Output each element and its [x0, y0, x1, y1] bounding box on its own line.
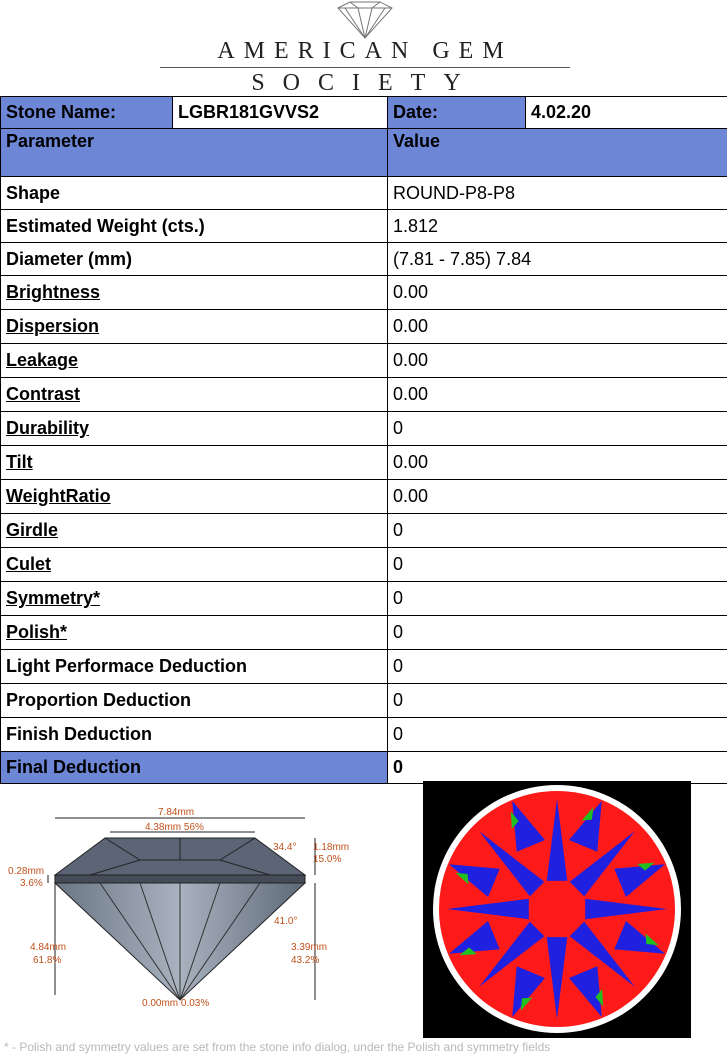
parameter-value: 0.00 [388, 276, 727, 310]
parameter-row [1, 310, 727, 344]
column-header-row [1, 129, 727, 177]
parameter-row [1, 243, 727, 276]
crown-height-pct-label: 15.0% [313, 854, 342, 865]
aset-image [423, 781, 691, 1038]
ags-logo [160, 0, 570, 96]
parameter-label-text: Brightness [6, 282, 101, 302]
table-label: 4.38mm 56% [145, 822, 204, 833]
parameter-label-text: Contrast [6, 384, 81, 404]
parameter-label [1, 514, 388, 548]
parameter-label-text: Leakage [6, 350, 79, 370]
stone-info-row [1, 97, 727, 129]
crown-height-mm-label: 1.18mm [313, 842, 350, 853]
parameter-label [1, 177, 388, 210]
parameter-label [1, 412, 388, 446]
parameter-row [1, 446, 727, 480]
parameter-label [1, 210, 388, 243]
final-deduction-label: Final Deduction [1, 752, 388, 784]
proportion-diagram [0, 800, 400, 1030]
parameter-value: 0 [388, 514, 727, 548]
parameter-value: 0 [388, 718, 727, 752]
parameter-row [1, 684, 727, 718]
parameter-value: 0 [388, 650, 727, 684]
parameter-value: 0 [388, 412, 727, 446]
girdle-mm-label: 0.28mm [8, 866, 45, 877]
parameter-label-text: Estimated Weight (cts.) [6, 215, 205, 236]
parameter-value: (7.81 - 7.85) 7.84 [388, 243, 727, 276]
parameter-row [1, 177, 727, 210]
parameter-value: 0.00 [388, 344, 727, 378]
footnote: * - Polish and symmetry values are set from the stone info dialog, under the Polish and symmetry fields [4, 1040, 551, 1054]
girdle-pct-label: 3.6% [20, 878, 43, 889]
parameter-row [1, 210, 727, 243]
logo-text-american-gem: AMERICAN GEM [217, 38, 513, 64]
parameter-row [1, 378, 727, 412]
aset-diamond-map [423, 781, 691, 1038]
final-deduction-row [1, 752, 727, 784]
parameter-value: ROUND-P8-P8 [388, 177, 727, 210]
value-column-header: Value [388, 129, 727, 177]
total-depth-mm-label: 4.84mm [30, 942, 67, 953]
parameter-label-text: Diameter (mm) [6, 248, 133, 269]
parameter-row [1, 276, 727, 310]
parameter-row [1, 616, 727, 650]
parameter-value: 0.00 [388, 446, 727, 480]
parameter-row [1, 480, 727, 514]
parameter-label [1, 718, 388, 752]
logo-text-society: SOCIETY [251, 70, 479, 96]
parameter-value: 0.00 [388, 378, 727, 412]
crown-angle-label: 34.4° [273, 842, 297, 853]
parameter-value: 0.00 [388, 310, 727, 344]
parameter-label-text: Girdle [6, 520, 59, 540]
parameter-row [1, 514, 727, 548]
parameter-value: 0.00 [388, 480, 727, 514]
parameter-label [1, 378, 388, 412]
parameter-label [1, 684, 388, 718]
parameter-row [1, 548, 727, 582]
parameter-label [1, 243, 388, 276]
date-value: 4.02.20 [526, 97, 727, 129]
parameter-label [1, 446, 388, 480]
final-deduction-value: 0 [388, 752, 727, 784]
parameter-row [1, 650, 727, 684]
parameter-label [1, 344, 388, 378]
parameter-label-text: Finish Deduction [6, 724, 152, 744]
parameter-label-text: Symmetry* [6, 588, 101, 608]
parameter-label-text: Polish* [6, 622, 68, 642]
culet-label: 0.00mm 0.03% [142, 998, 210, 1009]
parameter-value: 0 [388, 582, 727, 616]
report-table [0, 96, 727, 784]
stone-name-value: LGBR181GVVS2 [173, 97, 388, 129]
parameter-label-text: WeightRatio [6, 486, 111, 506]
parameter-label [1, 480, 388, 514]
parameter-value: 0 [388, 548, 727, 582]
pavilion-depth-pct-label: 43.2% [291, 955, 320, 966]
parameter-label-text: Light Performace Deduction [6, 656, 248, 676]
pavilion-angle-label: 41.0° [274, 916, 298, 927]
parameter-value: 0 [388, 684, 727, 718]
parameter-label [1, 548, 388, 582]
parameter-label [1, 582, 388, 616]
date-label: Date: [388, 97, 526, 129]
stone-name-label: Stone Name: [1, 97, 173, 129]
parameter-label-text: Dispersion [6, 316, 100, 336]
total-depth-pct-label: 61.8% [33, 955, 62, 966]
pavilion-depth-mm-label: 3.39mm [291, 942, 328, 953]
logo-divider [160, 67, 570, 68]
parameter-row [1, 344, 727, 378]
parameter-label [1, 616, 388, 650]
parameter-label-text: Proportion Deduction [6, 690, 191, 710]
parameter-row [1, 412, 727, 446]
parameter-value: 1.812 [388, 210, 727, 243]
parameter-label-text: Culet [6, 554, 51, 574]
diameter-label: 7.84mm [158, 807, 195, 818]
parameter-label-text: Shape [6, 182, 61, 203]
parameter-label [1, 310, 388, 344]
parameter-label [1, 650, 388, 684]
parameter-value: 0 [388, 616, 727, 650]
parameter-row [1, 718, 727, 752]
parameter-label-text: Durability [6, 418, 90, 438]
parameter-label [1, 276, 388, 310]
parameter-row [1, 582, 727, 616]
diamond-logo-icon [330, 0, 400, 40]
parameter-column-header: Parameter [1, 129, 388, 177]
parameter-label-text: Tilt [6, 452, 33, 472]
